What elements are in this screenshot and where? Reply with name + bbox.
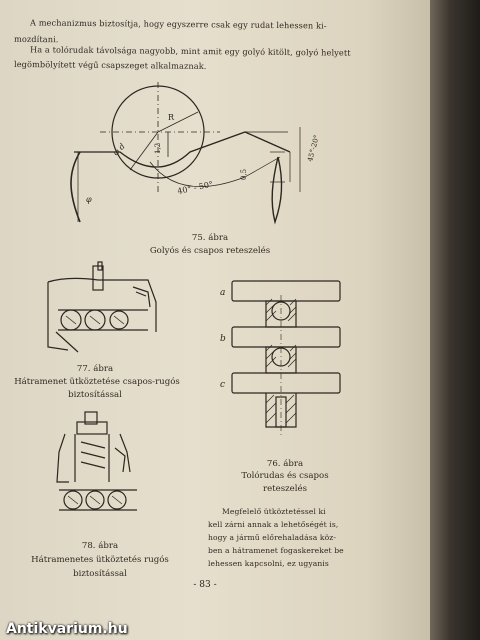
fig75-label-angle: 40° - 50°: [176, 179, 214, 196]
fig75-label-side: φ: [86, 195, 92, 204]
fig76-label-a: a: [220, 288, 226, 298]
side-text-line-1: Megfelelő ütköztetéssel ki: [222, 507, 326, 516]
figure-78-drawing: [45, 412, 160, 522]
figure-76-drawing: [220, 275, 350, 445]
figure-76-caption-line-2: reteszelés: [262, 484, 307, 494]
body-line-4: legömbölyített végű csapszeget alkalmaznak.: [13, 58, 207, 72]
side-text-line-2: kell zárni annak a lehetőségét is,: [208, 520, 339, 529]
figure-78-caption-number: 78. ábra: [81, 541, 119, 551]
figure-78-caption-line-1: Hátramenetes ütköztetés rugós: [31, 555, 169, 565]
figure-77-drawing: [38, 262, 168, 357]
side-text-line-5: lehessen kapcsolni, ez ugyanis: [208, 559, 329, 568]
page-number: - 83 -: [193, 580, 217, 590]
figure-78-caption-line-2: biztosítással: [73, 569, 127, 579]
fig75-label-45: 45°-20°: [306, 134, 321, 163]
watermark-text: Antikvarium.hu: [6, 621, 128, 637]
side-text-line-4: ben a hátramenet fogaskereket be: [208, 546, 344, 555]
fig76-label-c: c: [220, 380, 226, 390]
body-line-3: Ha a tolórudak távolsága nagyobb, mint amit egy golyó kitölt, golyó helyett: [29, 44, 351, 58]
fig76-label-b: b: [220, 334, 226, 344]
figure-76-caption-line-1: Tolórudas és csapos: [241, 471, 329, 481]
figure-76-caption-number: 76. ábra: [266, 459, 304, 469]
figure-77-caption-line-2: biztosítással: [68, 390, 122, 400]
figure-75-drawing: [60, 82, 360, 232]
fig75-label-12: 1,2: [154, 142, 162, 154]
side-text-line-3: hogy a jármű előrehaladása köz-: [208, 533, 337, 542]
fig75-label-05: 0,5: [240, 168, 248, 180]
figure-75-caption-title: Golyós és csapos reteszelés: [149, 246, 271, 256]
book-spine-shadow: [430, 0, 480, 640]
figure-77-caption-line-1: Hátramenet ütköztetése csapos-rugós: [14, 377, 180, 387]
fig75-label-r: R: [168, 113, 175, 122]
body-line-1: A mechanizmus biztosítja, hogy egyszerre csak egy rudat lehessen ki-: [29, 17, 327, 31]
figure-77-caption-number: 77. ábra: [76, 364, 114, 374]
body-line-2: mozdítani.: [13, 33, 59, 45]
fig75-label-phi-d: φ d: [111, 141, 127, 158]
figure-75-caption-number: 75. ábra: [191, 233, 229, 243]
